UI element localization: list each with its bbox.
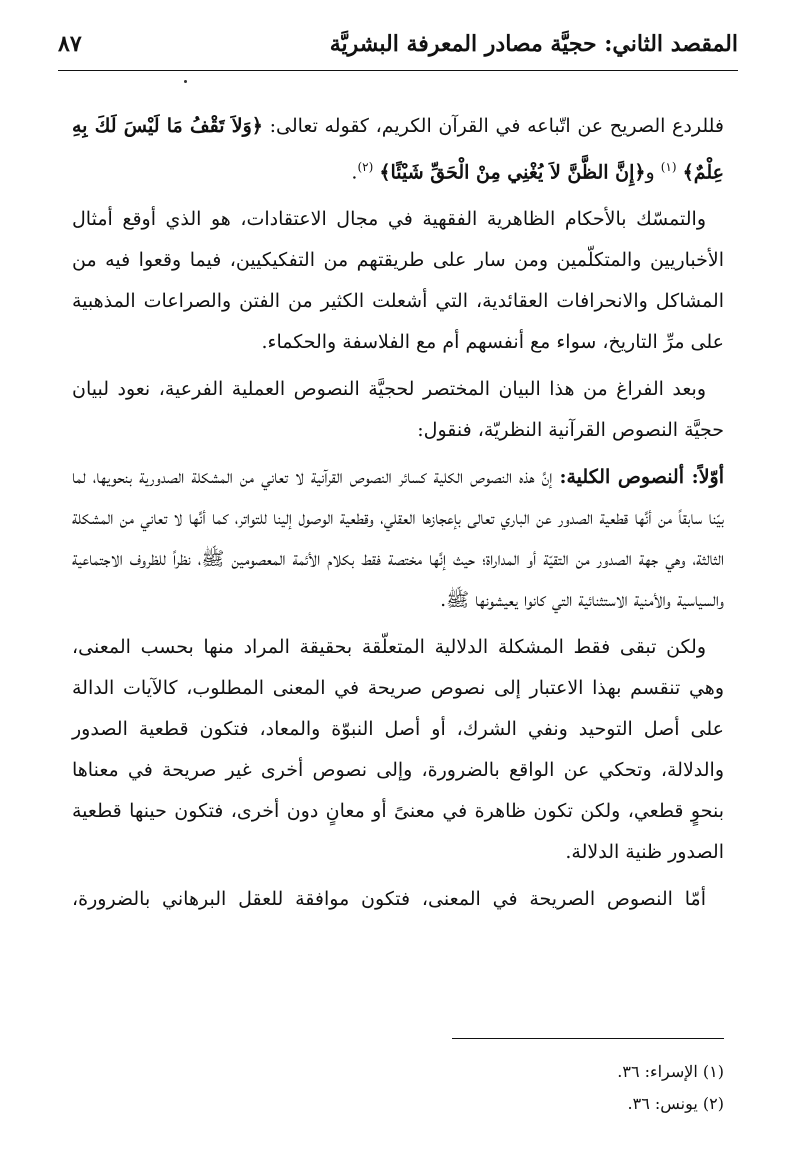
- footnote-ref-1[interactable]: (١): [660, 160, 677, 174]
- paragraph-4: [72, 457, 724, 621]
- paragraph-1-text: فللردع الصريح عن اتّباعه في القرآن الكريم، كقوله تعالى:: [262, 115, 725, 137]
- paragraph-6: أمّا النصوص الصريحة في المعنى، فتكون موافقة للعقل البرهاني بالضرورة،: [72, 888, 706, 911]
- paragraph-4-text: إنَّ هذه النصوص الكلية كسائر النصوص القرآنية لا تعاني من المشكلة الصدورية بنحويها، لما بيّنا سابقاً من أنَّها قطعية الصدور عن الباري تعالى بإعجازها العقلي، وقطعية الوصول إلينا للتواتر، كما أنَّها لا تعاني من المشكلة الثالثة، وهي جهة الصدور من التقيّة أو المداراة؛ حيث إنَّها مختصة فقط بكلام الأئمة المعصومين ﷺ، نظراً للظروف الاجتماعية والسياسية والأمنية الاستثنائية التي كانوا يعيشونها ﷺ.: [72, 466, 724, 612]
- body-text: [72, 106, 724, 926]
- page-number: ٨٧: [58, 31, 82, 57]
- conjunction: و: [645, 161, 661, 184]
- footnote-divider: [452, 1038, 724, 1039]
- section-lead: أوّلاً: ألنصوص الكلية:: [559, 466, 724, 489]
- footnotes: [324, 1056, 724, 1120]
- paragraph-1-end: .: [351, 161, 358, 184]
- running-header: [58, 18, 738, 71]
- paragraph-2: والتمسّك بالأحكام الظاهرية الفقهية في مجال الاعتقادات، هو الذي أوقع أمثال الأخباريين والمتكلّمين ومن سار على طريقتهم من التفكيكيين، فيما وقعوا فيه من المشاكل والانحرافات العقائدية، التي أشعلت الكثير من الفتن والصراعات المذهبية على مرِّ التاريخ، سواء مع أنفسهم أم مع الفلاسفة والحكماء.: [72, 208, 724, 354]
- quran-verse-1: ﴿وَلاَ تَقْفُ مَا لَيْسَ لَكَ بِهِ عِلْمٌ﴾: [72, 115, 724, 184]
- paragraph-3: وبعد الفراغ من هذا البيان المختصر لحجيَّة النصوص العملية الفرعية، نعود لبيان حجيَّة النصوص القرآنية النظريّة، فنقول:: [72, 378, 724, 442]
- footnote-1: (١) الإسراء: ٣٦.: [617, 1062, 724, 1081]
- footnote-ref-2[interactable]: (٢): [357, 160, 374, 174]
- paragraph-1: [72, 106, 724, 193]
- quran-verse-2: ﴿إِنَّ الظَّنَّ لاَ يُغْنِي مِنْ الْحَقِّ شَيْئًا﴾: [379, 161, 646, 184]
- footnote-2: (٢) يونس: ٣٦.: [627, 1094, 724, 1113]
- header-title: المقصد الثاني: حجيَّة مصادر المعرفة البشريَّة: [329, 31, 738, 57]
- print-speck: [184, 80, 187, 83]
- paragraph-5: ولكن تبقى فقط المشكلة الدلالية المتعلّقة بحقيقة المراد منها بحسب المعنى، وهي تنقسم بهذا الاعتبار إلى نصوص صريحة في المعنى المطلوب، كالآيات الدالة على أصل التوحيد ونفي الشرك، أو أصل النبوّة والمعاد، فتكون قطعية الصدور والدلالة، وتحكي عن الواقع بالضرورة، وإلى نصوص أخرى غير صريحة في معناها بنحوٍ قطعي، ولكن تكون ظاهرة في معنىً أو معانٍ دون أخرى، فتكون حينها قطعية الصدور ظنية الدلالة.: [72, 636, 724, 864]
